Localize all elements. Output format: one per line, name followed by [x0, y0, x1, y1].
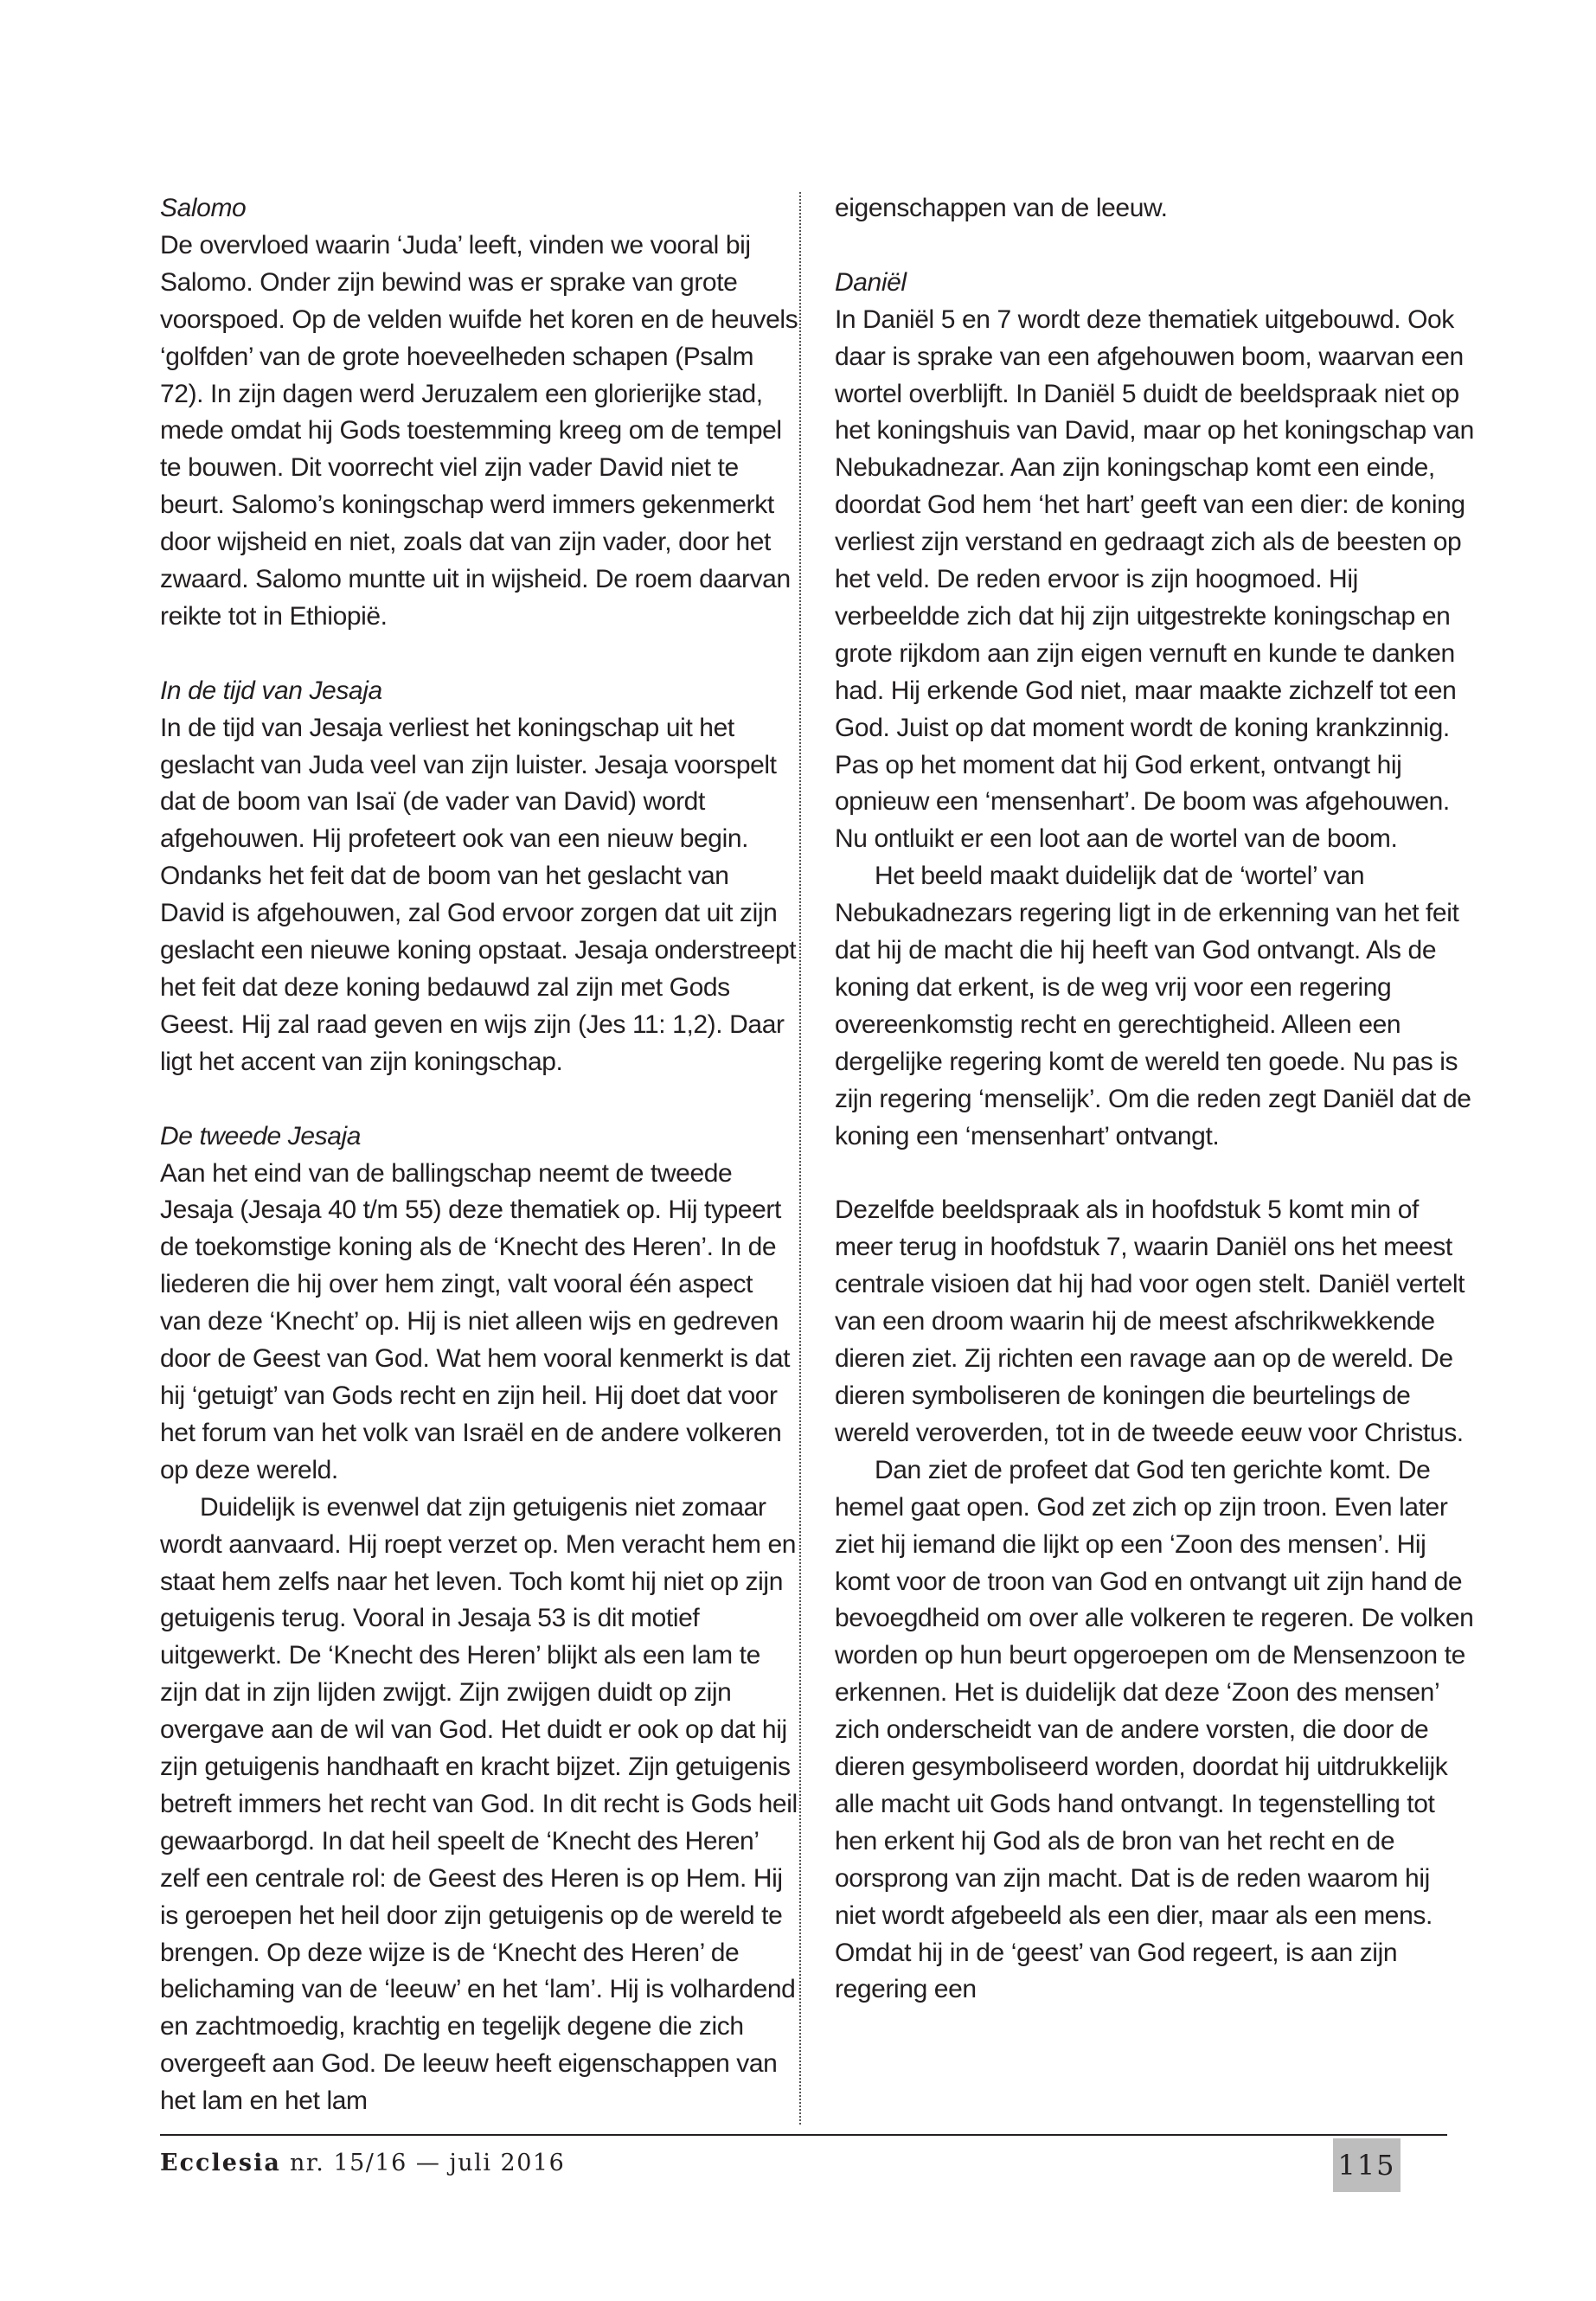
paragraph: In Daniël 5 en 7 wordt deze thematiek uitgebouwd. Ook daar is sprake van een afgehouwen boom, waarvan een wortel overblijft. In Daniël 5 duidt de beeldspraak niet op het koningshuis van David, maar op het koningschap van Nebukadnezar. Aan zijn koningschap komt een einde, doordat God hem ‘het hart’ geeft van een dier: de koning verliest zijn verstand en gedraagt zich als de beesten op het veld. De reden ervoor is zijn hoogmoed. Hij verbeeldde zich dat hij zijn uitgestrekte koningschap en grote rijkdom aan zijn eigen vernuft en kunde te danken had. Hij erkende God niet, maar maakte zichzelf tot een God. Juist op dat moment wordt de koning krankzinnig. Pas op het moment dat hij God erkent, ontvangt hij opnieuw een ‘mensenhart’. De boom was afgehouwen. Nu ontluikt er een loot aan de wortel van de boom.	[835, 304, 1474, 854]
section-spacer	[835, 228, 1475, 265]
section-spacer	[160, 1081, 800, 1118]
paragraph: Dezelfde beeldspraak als in hoofdstuk 5 komt min of meer terug in hoofdstuk 7, waarin Daniël ons het meest centrale visioen dat hij had voor ogen stelt. Daniël vertelt van een droom waarin hij de meest afschrikwekkende dieren ziet. Zij richten een ravage aan op de wereld. De dieren symboliseren de koningen die beurtelings de wereld veroverden, tot in de tweede eeuw voor Christus.	[835, 1195, 1465, 1447]
column-divider	[799, 192, 801, 2125]
magazine-title: Ecclesia	[160, 2150, 281, 2176]
section-heading-salomo: Salomo	[160, 194, 247, 222]
right-column	[835, 190, 1475, 2009]
section-spacer	[160, 636, 800, 673]
paragraph: In de tijd van Jesaja verliest het koningschap uit het geslacht van Juda veel van zijn luister. Jesaja voorspelt dat de boom van Isaï (de vader van David) wordt afgehouwen. Hij profeteert ook van een nieuw begin. Ondanks het feit dat de boom van het geslacht van David is afgehouwen, zal God ervoor zorgen dat uit zijn geslacht een nieuwe koning opstaat. Jesaja onderstreept het feit dat deze koning bedauwd zal zijn met Gods Geest. Hij zal raad geven en wijs zijn (Jes 11: 1,2). Daar ligt het accent van zijn koningschap.	[160, 713, 797, 1076]
paragraph: Duidelijk is evenwel dat zijn getuigenis niet zomaar wordt aanvaard. Hij roept verzet op. Men veracht hem en staat hem zelfs naar het leven. Toch komt hij niet op zijn getuigenis terug. Vooral in Jesaja 53 is dit motief uitgewerkt. De ‘Knecht des Heren’ blijkt als een lam te zijn dat in zijn lijden zwijgt. Zijn zwijgen duidt op zijn overgave aan de wil van God. Het duidt er ook op dat hij zijn getuigenis handhaaft en kracht bijzet. Zijn getuigenis betreft immers het recht van God. In dit recht is Gods heil gewaarborgd. In dat heil speelt de ‘Knecht des Heren’ zelf een centrale rol: de Geest des Heren is op Hem. Hij is geroepen het heil door zijn getuigenis op de wereld te brengen. Op deze wijze is de ‘Knecht des Heren’ de belichaming van de ‘leeuw’ en het ‘lam’. Hij is volhardend en zachtmoedig, krachtig en tegelijk degene die zich overgeeft aan God. De leeuw heeft eigenschappen van het lam en het lam	[160, 1492, 798, 2116]
paragraph: De overvloed waarin ‘Juda’ leeft, vinden we vooral bij Salomo. Onder zijn bewind was er sprake van grote voorspoed. Op de velden wuifde het koren en de heuvels ‘golfden’ van de grote hoeveelheden schapen (Psalm 72). In zijn dagen werd Jeruzalem een glorierijke stad, mede omdat hij Gods toestemming kreeg om de tempel te bouwen. Dit voorrecht viel zijn vader David niet te beurt. Salomo’s koningschap werd immers gekenmerkt door wijsheid en niet, zoals dat van zijn vader, door het zwaard. Salomo muntte uit in wijsheid. De roem daarvan reikte tot in Ethiopië.	[160, 230, 798, 631]
page-number: 115	[1333, 2138, 1401, 2192]
left-column	[160, 190, 800, 2120]
section-heading-daniel: Daniël	[835, 267, 907, 297]
footer-publication	[160, 2150, 565, 2176]
paragraph: Aan het eind van de ballingschap neemt de tweede Jesaja (Jesaja 40 t/m 55) deze thematiek op. Hij typeert de toekomstige koning als de ‘Knecht des Heren’. In de liederen die hij over hem zingt, valt vooral één aspect van deze ‘Knecht’ op. Hij is niet alleen wijs en gedreven door de Geest van God. Wat hem vooral kenmerkt is dat hij ‘getuigt’ van Gods recht en zijn heil. Hij doet dat voor het forum van het volk van Israël en de andere volkeren op deze wereld.	[160, 1158, 791, 1484]
issue-info: nr. 15/16 — juli 2016	[289, 2150, 566, 2176]
paragraph-continuation: eigenschappen van de leeuw.	[835, 194, 1168, 222]
footer-rule	[160, 2134, 1447, 2136]
paragraph: Het beeld maakt duidelijk dat de ‘wortel’ van Nebukadnezars regering ligt in de erkenning van het feit dat hij de macht die hij heeft van God ontvangt. Als de koning dat erkent, is de weg vrij voor een regering overeenkomstig recht en gerechtigheid. Alleen een dergelijke regering komt de wereld ten goede. Nu pas is zijn regering ‘menselijk’. Om die reden zegt Daniël dat de koning een ‘mensenhart’ ontvangt.	[835, 862, 1471, 1150]
section-heading-jesaja: In de tijd van Jesaja	[160, 676, 382, 705]
section-spacer	[835, 1156, 1475, 1193]
section-heading-tweede-jesaja: De tweede Jesaja	[160, 1121, 362, 1150]
paragraph: Dan ziet de profeet dat God ten gerichte komt. De hemel gaat open. God zet zich op zijn troon. Even later ziet hij iemand die lijkt op een ‘Zoon des mensen’. Hij komt voor de troon van God en ontvangt uit zijn hand de bevoegdheid om over alle volkeren te regeren. De volken worden op hun beurt opgeroepen om de Mensenzoon te erkennen. Het is duidelijk dat deze ‘Zoon des mensen’ zich onderscheidt van de andere vorsten, die door de dieren gesymboliseerd worden, doordat hij uitdrukkelijk alle macht uit Gods hand ontvangt. In tegenstelling tot hen erkent hij God als de bron van het recht en de oorsprong van zijn macht. Dat is de reden waarom hij niet wordt afgebeeld als een dier, maar als een mens. Omdat hij in de ‘geest’ van God regeert, is aan zijn regering een	[835, 1455, 1474, 2004]
